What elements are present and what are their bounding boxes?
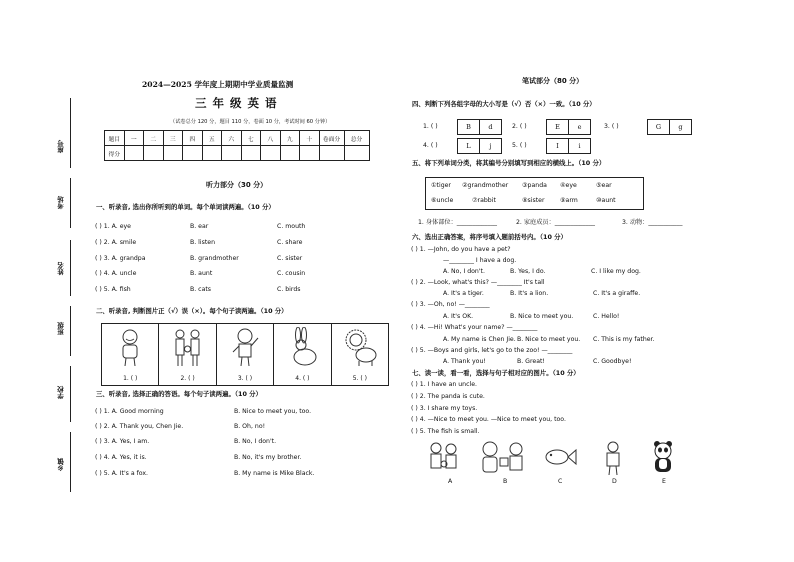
option-a: A. My name is Chen Jie. xyxy=(443,336,516,343)
mc-question-4[interactable]: ( ) 4. —Hi! What's your name? —________ xyxy=(411,324,538,331)
category-family[interactable]: 2. 家庭成员：_____________ xyxy=(516,219,596,226)
word-item: ④eye xyxy=(560,182,577,189)
option-c: C. sister xyxy=(277,255,303,262)
class-label: 班级 xyxy=(57,322,65,335)
picture-cell-1 xyxy=(102,324,159,385)
word-item: ③panda xyxy=(522,182,547,189)
seat-number-label: 座号 xyxy=(57,140,65,153)
fill-line[interactable] xyxy=(70,98,71,168)
question-1-5[interactable]: ( ) 5. A. fish xyxy=(95,286,131,293)
subject-title: 三 年 级 英 语 xyxy=(195,96,278,110)
score-input[interactable] xyxy=(344,146,369,161)
option-b: B. Nice to meet you, too. xyxy=(234,408,312,415)
question-1-3[interactable]: ( ) 3. A. grandpa xyxy=(95,255,146,262)
picture-label-d: D xyxy=(612,478,617,485)
lowercase-letter: g xyxy=(678,123,683,131)
picture-label-a: A xyxy=(448,478,453,485)
mc-question-1-reply: —________ I have a dog. xyxy=(443,257,517,264)
score-input[interactable] xyxy=(144,146,164,161)
uppercase-letter: L xyxy=(458,139,480,153)
option-b: B. Oh, no! xyxy=(234,423,266,430)
option-b: B. No, it's my brother. xyxy=(234,454,302,461)
uppercase-letter: G xyxy=(648,120,670,134)
letter-pair-box xyxy=(546,138,591,154)
option-a: A. Thank you! xyxy=(443,358,486,365)
word-item: ①tiger xyxy=(431,182,451,189)
score-input[interactable] xyxy=(261,146,281,161)
score-input[interactable] xyxy=(202,146,222,161)
match-question-1[interactable]: ( ) 1. I have an uncle. xyxy=(411,381,477,388)
score-cell: 五 xyxy=(202,131,222,146)
written-heading: 笔试部分（80 分） xyxy=(522,77,584,85)
greeting-people-icon xyxy=(506,440,526,474)
category-body-parts[interactable]: 1. 身体部位：_____________ xyxy=(418,219,498,226)
option-b: B. Nice to meet you. xyxy=(510,313,574,320)
option-c: C. Hello! xyxy=(593,313,620,320)
section-4-title: 四、判断下列各组字母的大小写是（√）否（×）一致。（10 分） xyxy=(412,100,596,108)
fill-line[interactable] xyxy=(70,432,71,492)
score-cell: 总分 xyxy=(344,131,369,146)
school-label: 学校 xyxy=(57,386,65,399)
score-table xyxy=(104,130,370,161)
word-item: ⑥uncle xyxy=(431,197,454,204)
score-input[interactable] xyxy=(163,146,183,161)
score-input[interactable] xyxy=(280,146,300,161)
option-b: B. grandmother xyxy=(190,255,239,262)
letter-pair-box xyxy=(457,119,502,135)
score-input[interactable] xyxy=(124,146,144,161)
exam-title: 2024—2025 学年度上期期中学业质量监测 xyxy=(142,80,294,89)
letter-question-5[interactable]: 5. ( ) xyxy=(512,142,527,149)
section-3-title: 三、听录音, 选择正确的答语。每个句子读两遍。（10 分） xyxy=(96,390,262,398)
question-3-2[interactable]: ( ) 2. A. Thank you, Chen Jie. xyxy=(95,423,184,430)
option-b: B. Great! xyxy=(517,358,545,365)
letter-question-3[interactable]: 3. ( ) xyxy=(604,123,619,130)
picture-cell-5 xyxy=(332,324,388,385)
score-cell: 二 xyxy=(144,131,164,146)
man-icon xyxy=(600,440,626,476)
score-cell: 四 xyxy=(183,131,203,146)
option-c: C. cousin xyxy=(277,270,306,277)
uppercase-letter: E xyxy=(547,120,569,134)
lion-icon xyxy=(344,327,378,367)
fill-line[interactable] xyxy=(70,240,71,296)
fill-line[interactable] xyxy=(70,178,71,228)
score-input[interactable] xyxy=(241,146,261,161)
listening-heading: 听力部分（30 分） xyxy=(206,181,268,189)
option-c: C. mouth xyxy=(277,223,306,230)
score-input[interactable] xyxy=(222,146,242,161)
option-c: C. It's a giraffe. xyxy=(593,290,641,297)
option-c: C. birds xyxy=(277,286,301,293)
uncle-family-icon xyxy=(426,440,462,474)
category-animals[interactable]: 3. 动物：___________ xyxy=(622,219,683,226)
fill-line[interactable] xyxy=(70,306,71,356)
question-1-1[interactable]: ( ) 1. A. eye xyxy=(95,223,131,230)
score-cell: 十 xyxy=(300,131,320,146)
fill-line[interactable] xyxy=(70,366,71,422)
letter-pair-box xyxy=(457,138,502,154)
answer-blank-4[interactable]: 4. ( ) xyxy=(295,375,310,382)
option-b: B. ear xyxy=(190,223,209,230)
word-bank-box xyxy=(425,177,644,210)
question-1-4[interactable]: ( ) 4. A. uncle xyxy=(95,270,137,277)
option-b: B. My name is Mike Black. xyxy=(234,470,315,477)
word-item: ⑩aunt xyxy=(596,197,616,204)
question-1-2[interactable]: ( ) 2. A. smile xyxy=(95,239,137,246)
score-input[interactable] xyxy=(319,146,344,161)
section-2-title: 二、听录音, 判断图片正（√）误（×）。每个句子读两遍。（10 分） xyxy=(96,307,288,315)
score-cell: 七 xyxy=(241,131,261,146)
option-b: B. Yes, I do. xyxy=(510,268,546,275)
option-b: B. listen xyxy=(190,239,215,246)
score-cell: 三 xyxy=(163,131,183,146)
answer-blank-5[interactable]: 5. ( ) xyxy=(352,375,367,382)
question-3-4[interactable]: ( ) 4. A. Yes, it is. xyxy=(95,454,147,461)
letter-question-4[interactable]: 4. ( ) xyxy=(423,142,438,149)
lowercase-letter: j xyxy=(489,142,492,150)
section-7-title: 七、读一读，看一看，选择与句子相对应的图片。（10 分） xyxy=(412,369,580,377)
option-c: C. Goodbye! xyxy=(593,358,632,365)
panda-icon xyxy=(650,440,676,474)
boy-waving-icon xyxy=(229,327,261,367)
uppercase-letter: I xyxy=(547,139,569,153)
letter-question-1[interactable]: 1. ( ) xyxy=(423,123,438,130)
score-cell: 六 xyxy=(222,131,242,146)
exam-info: （试卷总分 120 分，题目 110 分，卷面 10 分，考试时间 60 分钟） xyxy=(170,119,331,125)
score-cell: 一 xyxy=(124,131,144,146)
match-question-5[interactable]: ( ) 5. The fish is small. xyxy=(411,428,480,435)
option-c: C. This is my father. xyxy=(593,336,655,343)
mc-question-1[interactable]: ( ) 1. —John, do you have a pet? xyxy=(411,246,511,253)
picture-cell-2 xyxy=(159,324,216,385)
rabbit-icon xyxy=(286,327,320,367)
option-a: A. No, I don't. xyxy=(443,268,485,275)
match-question-4[interactable]: ( ) 4. —Nice to meet you. —Nice to meet you, too. xyxy=(411,416,566,423)
word-item: ⑨arm xyxy=(560,197,578,204)
word-item: ⑧sister xyxy=(522,197,545,204)
family-icon xyxy=(171,327,205,367)
score-input[interactable] xyxy=(300,146,320,161)
word-item: ②grandmother xyxy=(462,182,509,189)
letter-question-2[interactable]: 2. ( ) xyxy=(512,123,527,130)
picture-cell-3 xyxy=(217,324,274,385)
picture-cell-4 xyxy=(274,324,331,385)
word-item: ⑦rabbit xyxy=(472,197,496,204)
section-1-title: 一、听录音, 选出你所听到的单词。每个单词读两遍。（10 分） xyxy=(96,203,275,211)
picture-label-b: B xyxy=(503,478,508,485)
score-cell: 卷面分 xyxy=(319,131,344,146)
letter-pair-box xyxy=(546,119,591,135)
mc-question-3[interactable]: ( ) 3. —Oh, no! —________ xyxy=(411,301,490,308)
option-b: B. Nice to meet you. xyxy=(517,336,581,343)
question-3-5[interactable]: ( ) 5. A. It's a fox. xyxy=(95,470,148,477)
question-3-3[interactable]: ( ) 3. A. Yes, I am. xyxy=(95,438,150,445)
score-cell: 九 xyxy=(280,131,300,146)
answer-blank-3[interactable]: 3. ( ) xyxy=(237,375,253,382)
township-label: 乡镇 xyxy=(57,458,65,471)
option-b: B. aunt xyxy=(190,270,213,277)
lowercase-letter: d xyxy=(488,123,493,131)
option-a: A. It's OK. xyxy=(443,313,474,320)
lowercase-letter: e xyxy=(577,123,582,131)
answer-blank-1[interactable]: 1. ( ) xyxy=(123,375,138,382)
section-5-title: 五、将下列单词分类，将其编号分别填写到相应的横线上。（10 分） xyxy=(412,159,606,167)
mc-question-2[interactable]: ( ) 2. —Look, what's this? —________ It's tall xyxy=(411,279,545,286)
letter-pair-box xyxy=(647,119,692,135)
match-question-2[interactable]: ( ) 2. The panda is cute. xyxy=(411,393,485,400)
option-b: B. No, I don't. xyxy=(234,438,277,445)
option-b: B. cats xyxy=(190,286,212,293)
picture-label-c: C xyxy=(558,478,563,485)
option-a: A. It's a tiger. xyxy=(443,290,484,297)
fish-icon xyxy=(543,446,577,468)
mc-question-5[interactable]: ( ) 5. —Boys and girls, let's go to the zoo! —________ xyxy=(411,347,573,354)
name-label: 姓名 xyxy=(57,262,65,275)
uppercase-letter: B xyxy=(458,120,480,134)
lowercase-letter: i xyxy=(578,142,581,150)
boy-smiling-icon xyxy=(114,327,146,367)
score-input[interactable] xyxy=(183,146,203,161)
match-question-3[interactable]: ( ) 3. I share my toys. xyxy=(411,405,478,412)
score-cell: 题目 xyxy=(105,131,125,146)
option-b: B. It's a lion. xyxy=(510,290,549,297)
question-3-1[interactable]: ( ) 1. A. Good morning xyxy=(95,408,164,415)
score-row-label: 得分 xyxy=(105,146,125,161)
option-c: C. I like my dog. xyxy=(591,268,641,275)
answer-blank-2[interactable]: 2. ( ) xyxy=(180,375,195,382)
word-item: ⑤ear xyxy=(596,182,612,189)
exam-room-label: 考场 xyxy=(57,196,65,209)
section-6-title: 六、选出正确答案，将序号填入题前括号内。（10 分） xyxy=(412,233,567,241)
option-c: C. share xyxy=(277,239,303,246)
picture-label-e: E xyxy=(662,478,666,485)
score-cell: 八 xyxy=(261,131,281,146)
picture-row xyxy=(101,323,389,386)
